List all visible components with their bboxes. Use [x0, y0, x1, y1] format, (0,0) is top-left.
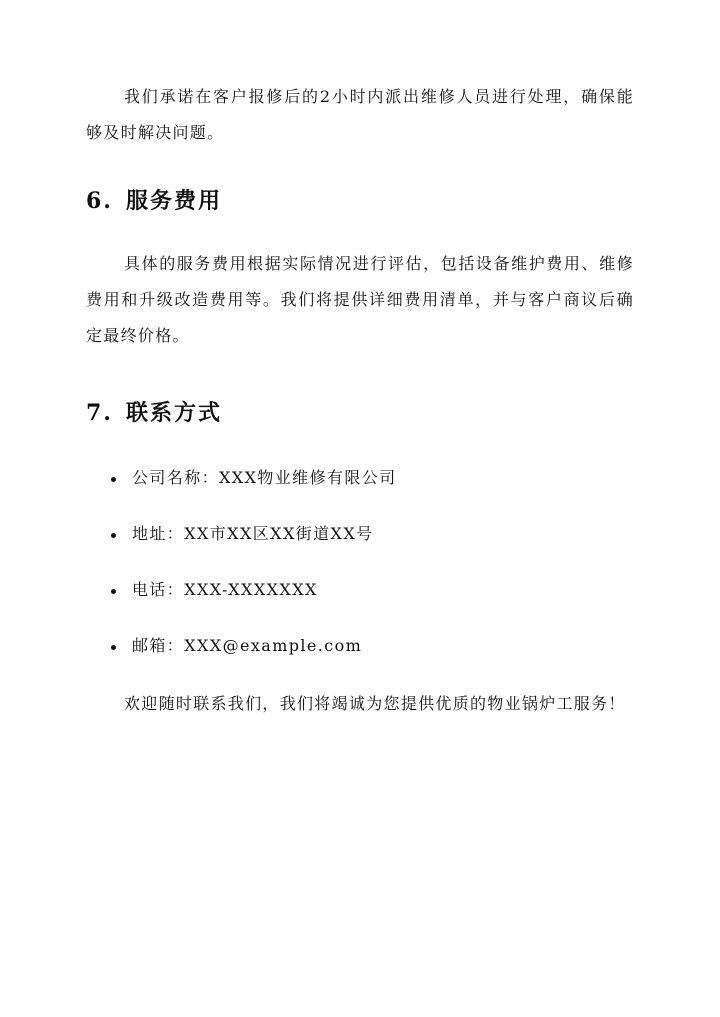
commitment-paragraph: 我们承诺在客户报修后的2小时内派出维修人员进行处理，确保能够及时解决问题。: [86, 87, 634, 142]
contact-address: 地址：XX市XX区XX街道XX号: [132, 524, 374, 543]
list-item-address: [86, 519, 634, 575]
section-heading-contact: [86, 398, 222, 428]
list-item-email: [86, 631, 634, 687]
service-fees-paragraph: 具体的服务费用根据实际情况进行评估，包括设备维护费用、维修费用和升级改造费用等。我们将提供详细费用清单，并与客户商议后确定最终价格。: [86, 254, 634, 345]
list-item-phone: [86, 575, 634, 631]
closing-paragraph: 欢迎随时联系我们，我们将竭诚为您提供优质的物业锅炉工服务！: [124, 694, 626, 713]
bullet-icon: [111, 645, 116, 650]
section-number: 6.: [86, 188, 113, 214]
section-heading-service-fees: [86, 186, 222, 216]
section-title: 联系方式: [126, 400, 223, 426]
contact-phone: 电话：XXX-XXXXXXX: [132, 580, 318, 599]
section-title: 服务费用: [126, 188, 223, 214]
bullet-icon: [111, 477, 116, 482]
section-number: 7.: [86, 400, 113, 426]
contact-email: 邮箱：XXX@example.com: [132, 636, 363, 655]
bullet-icon: [111, 589, 116, 594]
list-item-company: [86, 463, 634, 519]
contact-list: [86, 463, 634, 687]
bullet-icon: [111, 533, 116, 538]
contact-company: 公司名称：XXX物业维修有限公司: [132, 468, 397, 487]
